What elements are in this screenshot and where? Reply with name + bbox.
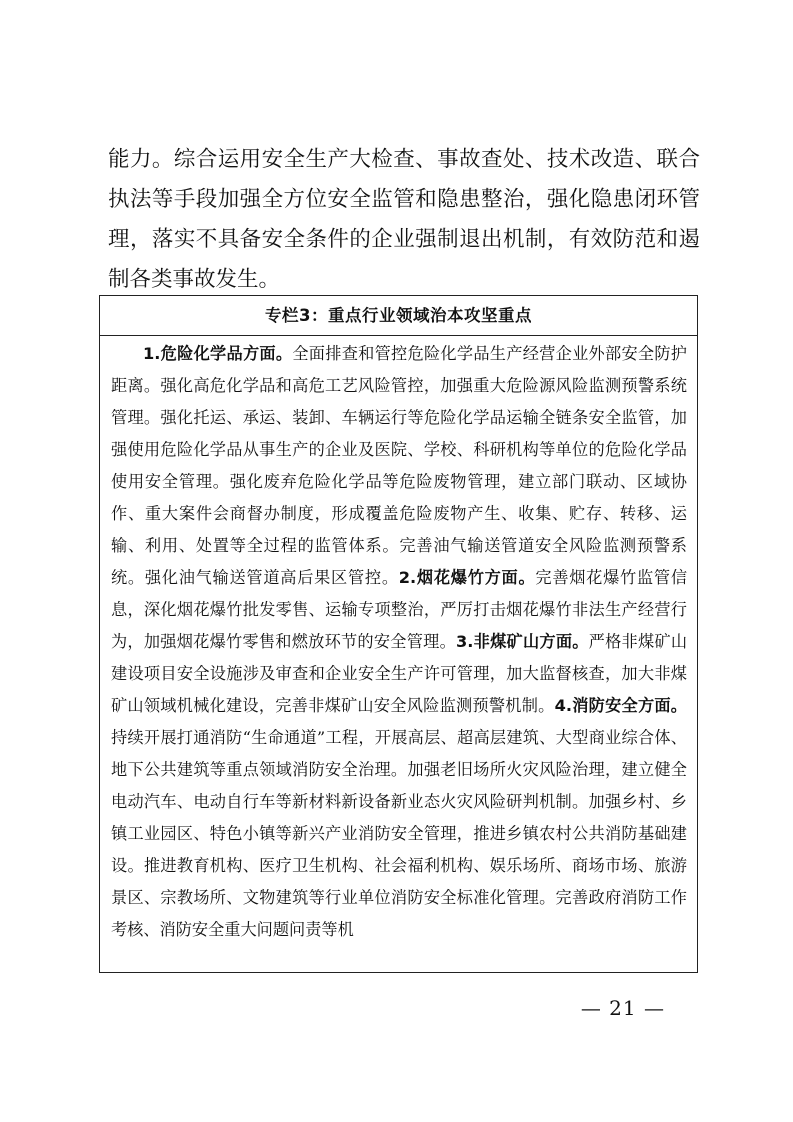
section-heading-fire-safety: 4.消防安全方面。 — [554, 696, 687, 715]
intro-paragraph: 能力。综合运用安全生产大检查、事故查处、技术改造、联合执法等手段加强全方位安全监管和隐患整治，强化隐患闭环管理，落实不具备安全条件的企业强制退出机制，有效防范和遏制各类事故发生。 — [108, 147, 700, 292]
column-body — [100, 336, 697, 946]
section-heading-fireworks: 2.烟花爆竹方面。 — [398, 568, 536, 587]
section-text-non-coal-mines: 严格非煤矿山建设项目安全设施涉及审查和企业安全生产许可管理，加大监督核查，加大非煤矿山领域机械化建设，完善非煤矿山安全风险监测预警机制。 — [111, 632, 688, 715]
page-number: — 21 — — [580, 996, 665, 1020]
section-text-fire-safety: 持续开展打通消防“生命通道”工程，开展高层、超高层建筑、大型商业综合体、地下公共建筑等重点领域消防安全治理。加强老旧场所火灾风险治理，建立健全电动汽车、电动自行车等新材料新设备新业态火灾风险研判机制。加强乡村、乡镇工业园区、特色小镇等新兴产业消防安全管理，推进乡镇农村公共消防基础建设。推进教育机构、医疗卫生机构、社会福利机构、娱乐场所、商场市场、旅游景区、宗教场所、文物建筑等行业单位消防安全标准化管理。完善政府消防工作考核、消防安全重大问题问责等机 — [111, 728, 687, 939]
special-column-box — [99, 295, 698, 973]
section-heading-hazardous-chemicals: 1.危险化学品方面。 — [143, 344, 293, 363]
section-text-fireworks: 完善烟花爆竹监管信息，深化烟花爆竹批发零售、运输专项整治，严厉打击烟花爆竹非法生产经营行为，加强烟花爆竹零售和燃放环节的安全管理。 — [111, 568, 688, 651]
section-text-hazardous-chemicals: 全面排查和管控危险化学品生产经营企业外部安全防护距离。强化高危化学品和高危工艺风险管控，加强重大危险源风险监测预警系统管理。强化托运、承运、装卸、车辆运行等危险化学品运输全链条安全监管，加强使用危险化学品从事生产的企业及医院、学校、科研机构等单位的危险化学品使用安全管理。强化废弃危险化学品等危险废物管理，建立部门联动、区域协作、重大案件会商督办制度，形成覆盖危险废物产生、收集、贮存、转移、运输、利用、处置等全过程的监管体系。完善油气输送管道安全风险监测预警系统。强化油气输送管道高后果区管控。 — [111, 344, 687, 587]
section-heading-non-coal-mines: 3.非煤矿山方面。 — [456, 632, 589, 651]
column-title: 专栏3：重点行业领域治本攻坚重点 — [100, 296, 697, 336]
